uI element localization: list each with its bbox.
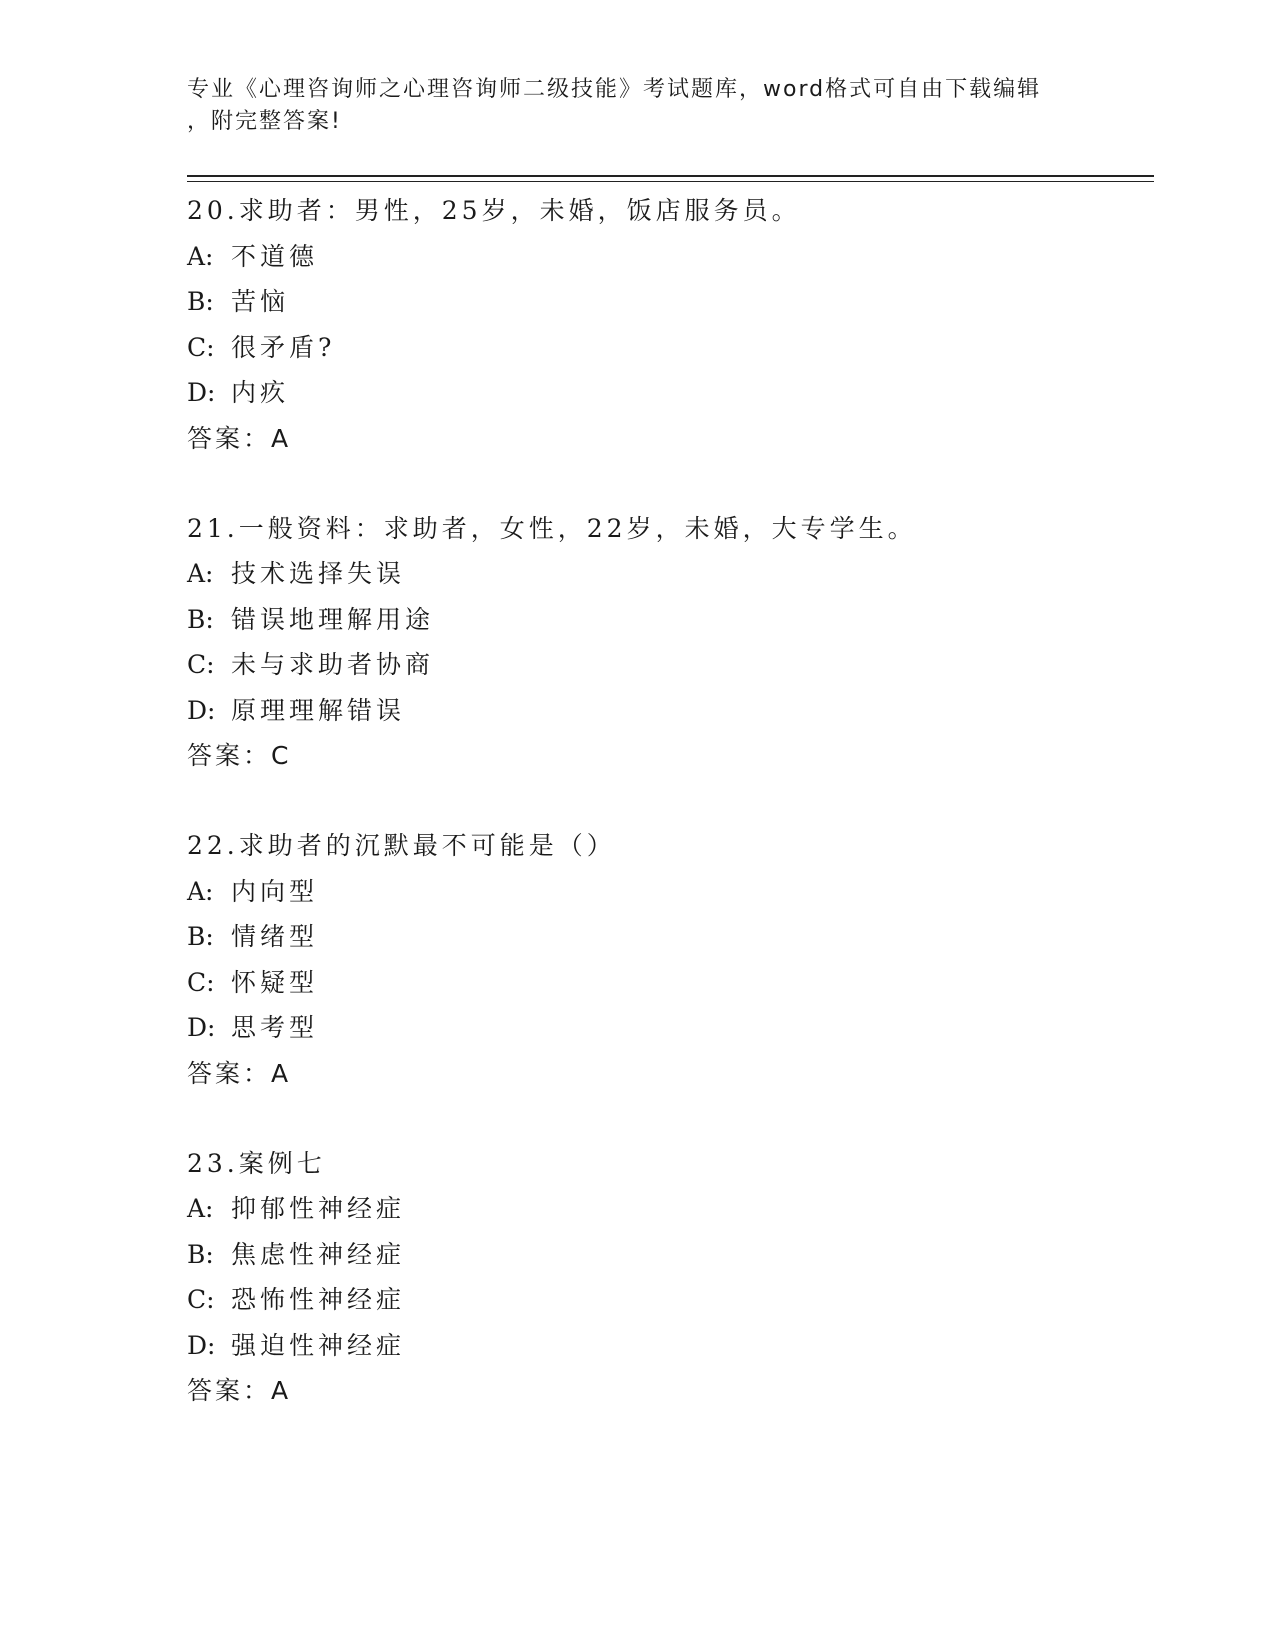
option-b <box>187 597 1147 643</box>
question-block <box>187 188 1147 462</box>
option-letter: A: <box>187 1194 214 1223</box>
option-letter: A: <box>187 876 214 906</box>
option-letter: C: <box>187 967 215 997</box>
option-text: 苦恼 <box>231 287 290 316</box>
option-a <box>187 1186 1147 1232</box>
option-c <box>187 1277 1147 1323</box>
question-stem: 21.一般资料：求助者，女性，22岁，未婚，大专学生。 <box>187 513 917 543</box>
option-text: 抑郁性神经症 <box>231 1194 406 1223</box>
option-a <box>187 234 1147 280</box>
option-letter: A: <box>187 241 214 271</box>
question-block <box>187 1141 1147 1415</box>
option-text: 很矛盾? <box>231 332 336 362</box>
document-header <box>187 74 1077 138</box>
question-stem: 20.求助者：男性，25岁，未婚，饭店服务员。 <box>187 196 801 225</box>
answer-line: 答案：A <box>187 1058 292 1088</box>
header-divider-thick <box>187 175 1154 177</box>
option-d <box>187 1323 1147 1369</box>
option-text: 内向型 <box>231 876 319 906</box>
option-text: 技术选择失误 <box>231 559 406 588</box>
option-a <box>187 869 1147 915</box>
option-letter: B: <box>187 1239 214 1269</box>
option-text: 怀疑型 <box>231 967 319 997</box>
option-d <box>187 1005 1147 1051</box>
option-text: 焦虑性神经症 <box>231 1239 406 1269</box>
option-letter: B: <box>187 287 214 316</box>
option-text: 思考型 <box>231 1013 319 1042</box>
question-stem: 22.求助者的沉默最不可能是（） <box>187 831 616 860</box>
option-letter: D: <box>187 378 216 407</box>
answer-line: 答案：A <box>187 423 292 453</box>
option-text: 未与求助者协商 <box>231 650 435 679</box>
option-c <box>187 325 1147 371</box>
option-letter: D: <box>187 1330 216 1360</box>
option-text: 情绪型 <box>231 922 319 951</box>
question-block <box>187 823 1147 1097</box>
option-a <box>187 551 1147 597</box>
option-text: 原理理解错误 <box>231 695 406 725</box>
option-text: 内疚 <box>231 378 290 407</box>
option-letter: B: <box>187 922 214 951</box>
option-letter: C: <box>187 332 215 362</box>
header-divider-thin <box>187 181 1154 182</box>
option-b <box>187 914 1147 960</box>
option-c <box>187 960 1147 1006</box>
option-d <box>187 688 1147 734</box>
option-text: 不道德 <box>231 241 319 271</box>
option-b <box>187 1232 1147 1278</box>
option-c <box>187 642 1147 688</box>
option-text: 恐怖性神经症 <box>231 1285 406 1314</box>
option-text: 错误地理解用途 <box>231 604 435 634</box>
answer-line: 答案：A <box>187 1376 292 1405</box>
question-list <box>187 188 1147 1414</box>
question-block <box>187 506 1147 780</box>
option-letter: D: <box>187 695 216 725</box>
option-letter: B: <box>187 604 214 634</box>
header-line-1: 专业《心理咨询师之心理咨询师二级技能》考试题库，word格式可自由下载编辑 <box>187 77 1042 102</box>
option-b <box>187 279 1147 325</box>
option-letter: D: <box>187 1013 216 1042</box>
option-letter: C: <box>187 650 215 679</box>
option-letter: C: <box>187 1285 215 1314</box>
answer-line: 答案：C <box>187 741 292 770</box>
option-text: 强迫性神经症 <box>231 1330 406 1360</box>
option-d <box>187 370 1147 416</box>
header-line-2: ，附完整答案! <box>187 109 342 134</box>
question-stem: 23.案例七 <box>187 1148 326 1178</box>
option-letter: A: <box>187 559 214 588</box>
